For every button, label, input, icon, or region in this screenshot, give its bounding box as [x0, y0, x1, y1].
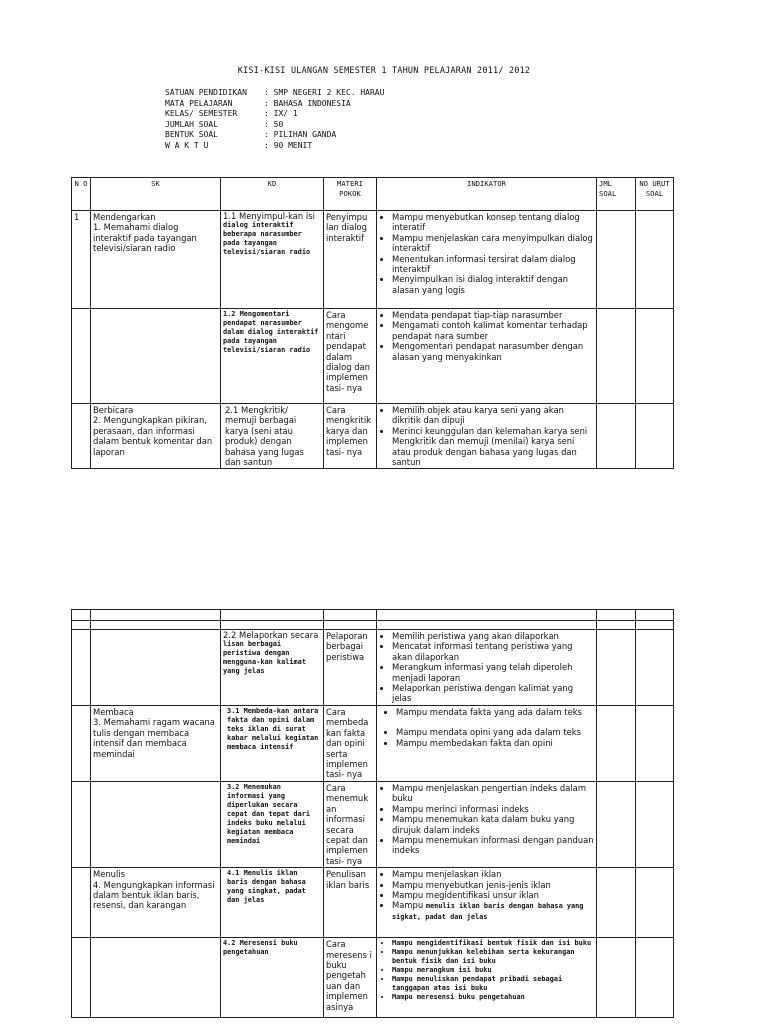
cell-sk — [91, 211, 221, 309]
cell-blank — [72, 621, 91, 630]
cell-jml — [597, 782, 636, 868]
indikator-item: • Mampu meresensi buku pengetahuan — [392, 993, 594, 1002]
indikator-item: • Mampu mengidentifikasi bentuk fisik dan isi buku — [392, 939, 594, 948]
cell-sk — [91, 938, 221, 1018]
cell-materi: Cara mengome ntari pendapat dalam dialog dan implemen tasi- nya — [324, 309, 377, 404]
cell-indikator — [377, 404, 597, 469]
cell-jml — [597, 309, 636, 404]
table-row — [72, 630, 674, 706]
cell-no-urut — [636, 782, 674, 868]
cell-blank — [377, 610, 597, 621]
indikator-item: • Mampu menyebutkan jenis-jenis iklan — [392, 880, 594, 890]
indikator-prefix: Mampu — [392, 900, 426, 911]
meta-value: : 90 MENIT — [264, 140, 313, 150]
indikator-item: • Mampu menjelaskan pengertian indeks dalam buku — [392, 783, 594, 804]
meta-row — [165, 141, 384, 152]
table-row — [72, 706, 674, 782]
indikator-item: • Mampu menemukan informasi dengan panduan indeks — [392, 835, 594, 856]
cell-blank — [72, 610, 91, 621]
cell-materi: Penyimpu lan dialog interaktif — [324, 211, 377, 309]
cell-no — [72, 938, 91, 1018]
meta-label: KELAS/ SEMESTER — [165, 109, 238, 119]
indikator-item: • Melaporkan peristiwa dengan kalimat yang jelas — [392, 683, 594, 704]
table-row — [72, 309, 674, 404]
header-kd: KD — [221, 178, 324, 211]
header-jml-soal: JML SOAL — [597, 178, 636, 211]
meta-label: W A K T U — [165, 140, 209, 150]
cell-blank — [636, 621, 674, 630]
indikator-item: • Mampu menjelaskan cara menyimpulkan dialog interaktif — [392, 233, 594, 254]
kd-body: dialog interaktif beberapa narasumber pada tayangan televisi/siaran radio — [223, 221, 311, 256]
table-row — [72, 868, 674, 938]
indikator-item: • Menyimpulkan isi dialog interaktif dengan alasan yang logis — [392, 274, 594, 295]
sk-body: 2. Mengungkapkan pikiran, perasaan, dan informasi dalam bentuk komentar dan laporan — [93, 415, 213, 457]
cell-no: 1 — [72, 211, 91, 309]
meta-row — [165, 99, 384, 110]
cell-kd — [221, 211, 324, 309]
kd-body: lisan berbagai peristiwa dengan mengguna-kan kalimat yang jelas — [223, 640, 306, 675]
indikator-bold: menulis iklan baris dengan bahasa yang sigkat, padat dan jelas — [392, 902, 584, 922]
indikator-item: • Mampu menyebutkan konsep tentang dialog interatif — [392, 212, 594, 233]
meta-value: : PILIHAN GANDA — [264, 130, 337, 140]
indikator-item: • Merangkum informasi yang telah diperoleh menjadi laporan — [392, 662, 594, 683]
cell-no — [72, 630, 91, 706]
indikator-item: • Mampu merangkum isi buku — [392, 966, 594, 975]
cell-jml — [597, 868, 636, 938]
cell-indikator — [377, 868, 597, 938]
cell-materi: Cara menemuk an informasi secara cepat dan implemen tasi- nya — [324, 782, 377, 868]
cell-materi: Cara mengkritik karya dan implemen tasi- nya — [324, 404, 377, 469]
grid-table-1 — [71, 177, 674, 469]
grid-table-2 — [71, 609, 674, 1018]
meta-label: MATA PELAJARAN — [165, 98, 233, 108]
cell-indikator — [377, 706, 597, 782]
cell-indikator — [377, 938, 597, 1018]
sk-body: 1. Memahami dialog interaktif pada tayangan televisi/siaran radio — [93, 222, 197, 254]
meta-value: : BAHASA INDONESIA — [264, 98, 351, 108]
cell-jml — [597, 630, 636, 706]
cell-kd: 4.2 Meresensi buku pengetahuan — [221, 938, 324, 1018]
cell-indikator — [377, 630, 597, 706]
cell-no-urut — [636, 404, 674, 469]
indikator-item: • Mampu menunjukkan kelebihan serta kekurangan bentuk fisik dan isi buku — [392, 948, 594, 966]
header-sk: SK — [91, 178, 221, 211]
meta-label: JUMLAH SOAL — [165, 119, 218, 129]
document-title: KISI-KISI ULANGAN SEMESTER 1 TAHUN PELAJARAN 2011/ 2012 — [237, 66, 531, 76]
header-no: N O — [72, 178, 91, 211]
sk-title: Menulis — [93, 869, 126, 880]
cell-no-urut — [636, 706, 674, 782]
indikator-item: • Mampu mendata fakta yang ada dalam teks — [396, 707, 594, 717]
table-row — [72, 404, 674, 469]
indikator-item: • Mampu merinci informasi indeks — [392, 804, 594, 814]
sk-title: Berbicara — [93, 405, 134, 415]
cell-blank — [221, 621, 324, 630]
kd-head: 1.1 Menyimpul-kan isi — [223, 211, 315, 221]
table-row — [72, 211, 674, 309]
cell-kd: 1.2 Mengomentari pendapat narasumber dalam dialog interaktif pada tayangan televisi/siaran radio — [221, 309, 324, 404]
meta-value: : IX/ 1 — [264, 109, 298, 119]
cell-indikator — [377, 309, 597, 404]
sk-body: 3. Memahami ragam wacana tulis dengan membaca intensif dan membaca memindai — [93, 717, 215, 759]
indikator-item: • Mampu menemukan kata dalam buku yang dirujuk dalam indeks — [392, 814, 594, 835]
sk-title: Membaca — [93, 707, 134, 717]
indikator-item: • Memilih peristiwa yang akan dilaporkan — [392, 631, 594, 641]
cell-indikator — [377, 782, 597, 868]
cell-kd: 2.1 Mengkritik/ memuji berbagai karya (seni atau produk) dengan bahasa yang lugas dan santun — [221, 404, 324, 469]
cell-blank — [377, 621, 597, 630]
meta-block — [165, 88, 384, 152]
indikator-item: • Memilih objek atau karya seni yang akan dikritik dan dipuji — [392, 405, 594, 426]
cell-no-urut — [636, 211, 674, 309]
meta-row — [165, 130, 384, 141]
cell-sk — [91, 309, 221, 404]
cell-no — [72, 868, 91, 938]
blank-row — [72, 610, 674, 621]
cell-no — [72, 782, 91, 868]
cell-jml — [597, 404, 636, 469]
cell-blank — [324, 621, 377, 630]
cell-jml — [597, 706, 636, 782]
kd-head: 2.2 Melaporkan secara — [223, 630, 319, 640]
cell-no — [72, 404, 91, 469]
indikator-item: • Mampu menjelaskan iklan — [392, 869, 594, 879]
header-row — [72, 178, 674, 211]
cell-no-urut — [636, 868, 674, 938]
table-row — [72, 782, 674, 868]
cell-blank — [636, 610, 674, 621]
cell-jml — [597, 938, 636, 1018]
cell-sk — [91, 630, 221, 706]
cell-materi: Cara meresens i buku pengetah uan dan implemen asinya — [324, 938, 377, 1018]
header-indikator: INDIKATOR — [377, 178, 597, 211]
meta-label: SATUAN PENDIDIKAN — [165, 88, 247, 97]
cell-materi: Cara membeda kan fakta dan opini serta implemen tasi- nya — [324, 706, 377, 782]
cell-no — [72, 706, 91, 782]
indikator-item: • Mengomentari pendapat narasumber dengan alasan yang menyakinkan — [392, 341, 594, 362]
cell-sk — [91, 782, 221, 868]
cell-kd: 3.2 Menemukan informasi yang diperlukan secara cepat dan tepat dari indeks buku melalui kegiatan membaca memindai — [221, 782, 324, 868]
cell-materi: Pelaporan berbagai peristiwa — [324, 630, 377, 706]
indikator-item: • Menentukan informasi tersirat dalam dialog interaktif — [392, 254, 594, 275]
indikator-item: • Merinci keunggulan dan kelemahan karya seni Mengkritik dan memuji (menilai) karya seni atau produk dengan bahasa yang lugas dan santun — [392, 426, 594, 468]
cell-sk — [91, 706, 221, 782]
indikator-item: • Mendata pendapat tiap-tiap narasumber — [392, 310, 594, 320]
cell-indikator — [377, 211, 597, 309]
sk-title: Mendengarkan — [93, 212, 156, 222]
cell-blank — [597, 621, 636, 630]
cell-sk — [91, 404, 221, 469]
indikator-item: • Mampu mendata opini yang ada dalam teks — [396, 727, 594, 737]
meta-row — [165, 88, 384, 99]
indikator-item: • Mengamati contoh kalimat komentar terhadap pendapat nara sumber — [392, 320, 594, 341]
cell-no-urut — [636, 309, 674, 404]
cell-jml — [597, 211, 636, 309]
cell-kd: 3.1 Membeda-kan antara fakta dan opini dalam teks iklan di surat kabar melalui kegiatan membaca intensif — [221, 706, 324, 782]
meta-label: BENTUK SOAL — [165, 130, 218, 140]
cell-kd: 4.1 Menulis iklan baris dengan bahasa yang singkat, padat dan jelas — [221, 868, 324, 938]
cell-blank — [597, 610, 636, 621]
meta-row — [165, 109, 384, 120]
cell-no — [72, 309, 91, 404]
meta-row — [165, 120, 384, 131]
cell-no-urut — [636, 938, 674, 1018]
cell-blank — [221, 610, 324, 621]
cell-no-urut — [636, 630, 674, 706]
sk-body: 4. Mengungkapkan informasi dalam bentuk iklan baris, resensi, dan karangan — [93, 879, 215, 911]
cell-blank — [324, 610, 377, 621]
cell-materi: Penulisan iklan baris — [324, 868, 377, 938]
blank-row — [72, 621, 674, 630]
cell-kd — [221, 630, 324, 706]
indikator-item — [392, 900, 594, 922]
header-no-urut: NO URUT SOAL — [636, 178, 674, 211]
cell-blank — [91, 610, 221, 621]
cell-blank — [91, 621, 221, 630]
indikator-item: • Mampu menuliskan pendapat pribadi sebagai tanggapan atas isi buku — [392, 975, 594, 993]
indikator-item: • Mencatat informasi tentang peristiwa yang akan dilaporkan — [392, 641, 594, 662]
header-materi: MATERI POKOK — [324, 178, 377, 211]
cell-sk — [91, 868, 221, 938]
indikator-item: • Mampu membedakan fakta dan opini — [396, 738, 594, 748]
indikator-item: • Mampu megidentifikasi unsur iklan — [392, 890, 594, 900]
meta-value: : 50 — [264, 119, 284, 129]
table-row — [72, 938, 674, 1018]
meta-value: : SMP NEGERI 2 KEC. HARAU — [264, 88, 385, 97]
